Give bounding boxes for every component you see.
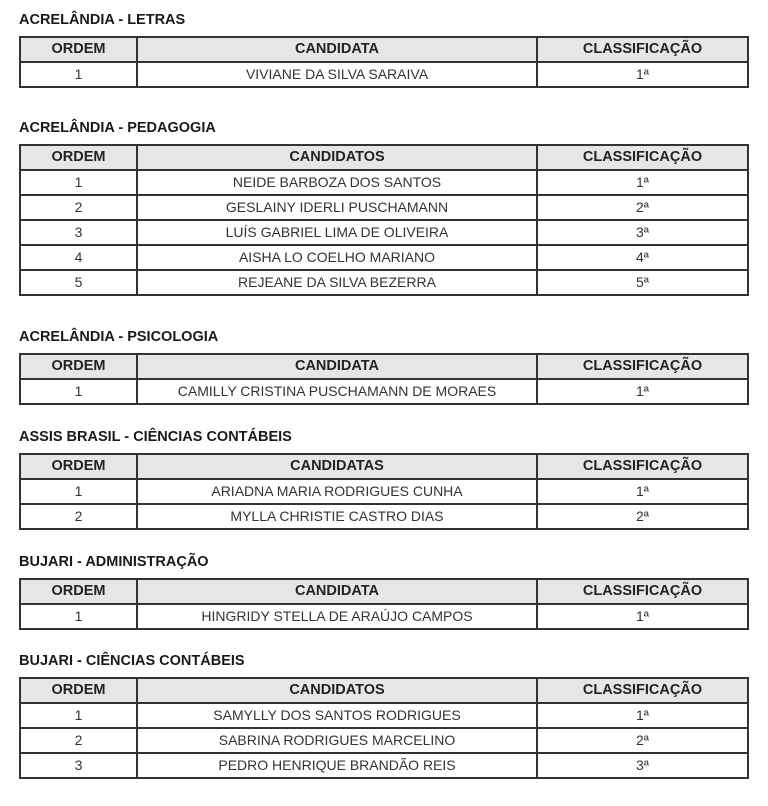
table-header [20,145,748,170]
classification-cell: 5ª [537,270,748,295]
header-classification: CLASSIFICAÇÃO [537,145,748,170]
header-classification: CLASSIFICAÇÃO [537,579,748,604]
table-row [20,479,748,504]
table-row [20,728,748,753]
table-row [20,195,748,220]
section-title: ACRELÂNDIA - PSICOLOGIA [19,329,219,345]
table-header [20,678,748,703]
candidate-name-cell: PEDRO HENRIQUE BRANDÃO REIS [137,753,537,778]
order-cell: 1 [20,62,137,87]
table-header [20,37,748,62]
section-title: BUJARI - CIÊNCIAS CONTÁBEIS [19,653,245,669]
order-cell: 5 [20,270,137,295]
table-row [20,504,748,529]
order-cell: 4 [20,245,137,270]
header-ordem: ORDEM [20,37,137,62]
header-candidate: CANDIDATA [137,579,537,604]
candidate-name-cell: SAMYLLY DOS SANTOS RODRIGUES [137,703,537,728]
order-cell: 3 [20,753,137,778]
table-row [20,604,748,629]
header-candidate: CANDIDATA [137,354,537,379]
candidate-name-cell: HINGRIDY STELLA DE ARAÚJO CAMPOS [137,604,537,629]
header-ordem: ORDEM [20,579,137,604]
table-row [20,62,748,87]
section [19,552,747,630]
order-cell: 2 [20,195,137,220]
candidate-name-cell: ARIADNA MARIA RODRIGUES CUNHA [137,479,537,504]
section-title: ASSIS BRASIL - CIÊNCIAS CONTÁBEIS [19,429,292,445]
order-cell: 1 [20,379,137,404]
candidate-name-cell: VIVIANE DA SILVA SARAIVA [137,62,537,87]
table-row [20,753,748,778]
classification-cell: 1ª [537,604,748,629]
order-cell: 2 [20,504,137,529]
header-candidate: CANDIDATOS [137,145,537,170]
section-title: ACRELÂNDIA - LETRAS [19,12,186,28]
order-cell: 1 [20,170,137,195]
table-row [20,379,748,404]
classification-cell: 2ª [537,504,748,529]
candidate-name-cell: CAMILLY CRISTINA PUSCHAMANN DE MORAES [137,379,537,404]
table-row [20,245,748,270]
header-classification: CLASSIFICAÇÃO [537,37,748,62]
header-ordem: ORDEM [20,354,137,379]
header-classification: CLASSIFICAÇÃO [537,354,748,379]
classification-cell: 1ª [537,170,748,195]
results-table [19,144,749,296]
header-candidate: CANDIDATOS [137,678,537,703]
header-candidate: CANDIDATA [137,37,537,62]
classification-cell: 1ª [537,703,748,728]
results-table [19,353,749,405]
classification-cell: 2ª [537,195,748,220]
order-cell: 1 [20,604,137,629]
classification-cell: 3ª [537,753,748,778]
table-row [20,170,748,195]
header-classification: CLASSIFICAÇÃO [537,454,748,479]
candidate-name-cell: NEIDE BARBOZA DOS SANTOS [137,170,537,195]
header-classification: CLASSIFICAÇÃO [537,678,748,703]
results-table [19,36,749,88]
header-ordem: ORDEM [20,454,137,479]
table-row [20,220,748,245]
order-cell: 1 [20,479,137,504]
order-cell: 2 [20,728,137,753]
classification-cell: 1ª [537,379,748,404]
table-header [20,454,748,479]
header-candidate: CANDIDATAS [137,454,537,479]
candidate-name-cell: GESLAINY IDERLI PUSCHAMANN [137,195,537,220]
candidate-name-cell: AISHA LO COELHO MARIANO [137,245,537,270]
section [19,327,747,405]
candidate-name-cell: MYLLA CHRISTIE CASTRO DIAS [137,504,537,529]
order-cell: 3 [20,220,137,245]
candidate-name-cell: SABRINA RODRIGUES MARCELINO [137,728,537,753]
header-ordem: ORDEM [20,145,137,170]
classification-cell: 1ª [537,62,748,87]
results-table [19,453,749,530]
classification-cell: 4ª [537,245,748,270]
section [19,427,747,530]
results-table [19,578,749,630]
section-title: BUJARI - ADMINISTRAÇÃO [19,554,209,570]
candidate-name-cell: REJEANE DA SILVA BEZERRA [137,270,537,295]
classification-cell: 1ª [537,479,748,504]
section [19,118,747,296]
table-header [20,354,748,379]
section [19,651,747,779]
classification-cell: 2ª [537,728,748,753]
header-ordem: ORDEM [20,678,137,703]
classification-cell: 3ª [537,220,748,245]
table-header [20,579,748,604]
order-cell: 1 [20,703,137,728]
candidate-name-cell: LUÍS GABRIEL LIMA DE OLIVEIRA [137,220,537,245]
table-row [20,270,748,295]
section-title: ACRELÂNDIA - PEDAGOGIA [19,120,216,136]
results-table [19,677,749,779]
section [19,10,747,88]
table-row [20,703,748,728]
